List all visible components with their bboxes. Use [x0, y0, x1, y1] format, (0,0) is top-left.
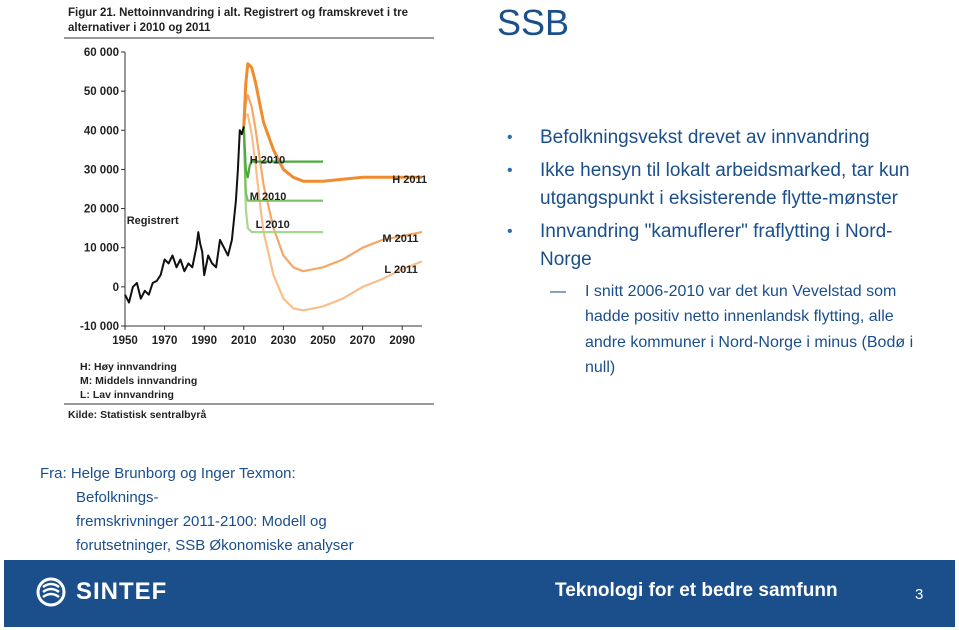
series-line-l-2010 [244, 126, 323, 232]
x-tick-label: 1950 [112, 335, 138, 347]
y-tick-label: 40 000 [83, 125, 119, 138]
annotation-h-2011: H 2011 [392, 174, 428, 187]
sub-bullet-1: — I snitt 2006-2010 var det kun Vevelstad som hadde positiv netto innenlandsk flytting, alle andre kommuner i Nord-Norge i minus (Bodø i null) [505, 279, 935, 381]
x-tick-label: 1970 [151, 335, 178, 347]
y-tick-label: 30 000 [83, 164, 119, 177]
caption-line-3: fremskrivninger 2011-2100: Modell og [76, 513, 327, 530]
bullet-list [505, 124, 935, 381]
x-tick-label: 2050 [310, 335, 336, 347]
x-tick-label: 1990 [191, 335, 217, 347]
y-tick-label: 50 000 [83, 86, 119, 99]
sintef-logo-icon [36, 577, 66, 607]
annotation-h-2010: H 2010 [249, 154, 286, 167]
source-caption [40, 462, 460, 558]
y-tick-label: 10 000 [83, 242, 119, 255]
sintef-logo [36, 570, 167, 614]
ssb-brand: SSB [497, 2, 570, 43]
caption-line-1: Fra: Helge Brunborg og Inger Texmon: [40, 465, 296, 482]
x-tick-label: 2090 [389, 335, 415, 347]
net-immigration-chart [60, 0, 440, 430]
annotation-l-2011: L 2011 [384, 264, 418, 277]
legend-medium: M: Middels innvandring [80, 375, 198, 387]
page-number: 3 [915, 586, 924, 603]
chart-title-line2: alternativer i 2010 og 2011 [68, 22, 211, 34]
logo-text: SINTEF [76, 578, 168, 605]
bullet-2: • Ikke hensyn til lokalt arbeidsmarked, tar kun utgangspunkt i eksisterende flytte-mønster [505, 157, 935, 214]
x-tick-label: 2010 [231, 335, 257, 347]
caption-line-2: Befolknings- [76, 489, 159, 506]
bullet-3: • Innvandring "kamuflerer" fraflytting i Nord-Norge [505, 218, 935, 275]
annotation-m-2011: M 2011 [382, 232, 419, 245]
y-tick-label: 60 000 [83, 47, 119, 59]
annotation-m-2010: M 2010 [249, 190, 287, 203]
legend-low: L: Lav innvandring [80, 389, 174, 401]
x-tick-label: 2030 [270, 335, 297, 347]
y-tick-label: 0 [112, 281, 119, 294]
x-tick-label: 2070 [349, 335, 376, 347]
bullet-1: • Befolkningsvekst drevet av innvandring [505, 124, 935, 153]
footer-tagline: Teknologi for et bedre samfunn [555, 580, 838, 601]
chart-title-line1: Figur 21. Nettoinnvandring i alt. Registrert og framskrevet i tre [68, 7, 408, 19]
annotation-registrert: Registrert [126, 215, 179, 228]
chart-series [125, 64, 422, 311]
y-tick-label: 20 000 [83, 203, 119, 216]
chart-source: Kilde: Statistisk sentralbyrå [68, 409, 207, 421]
caption-line-4: forutsetninger, SSB Økonomiske analyser [76, 537, 354, 554]
annotation-l-2010: L 2010 [255, 219, 290, 232]
legend-high: H: Høy innvandring [80, 361, 177, 373]
y-tick-label: -10 000 [79, 321, 119, 333]
